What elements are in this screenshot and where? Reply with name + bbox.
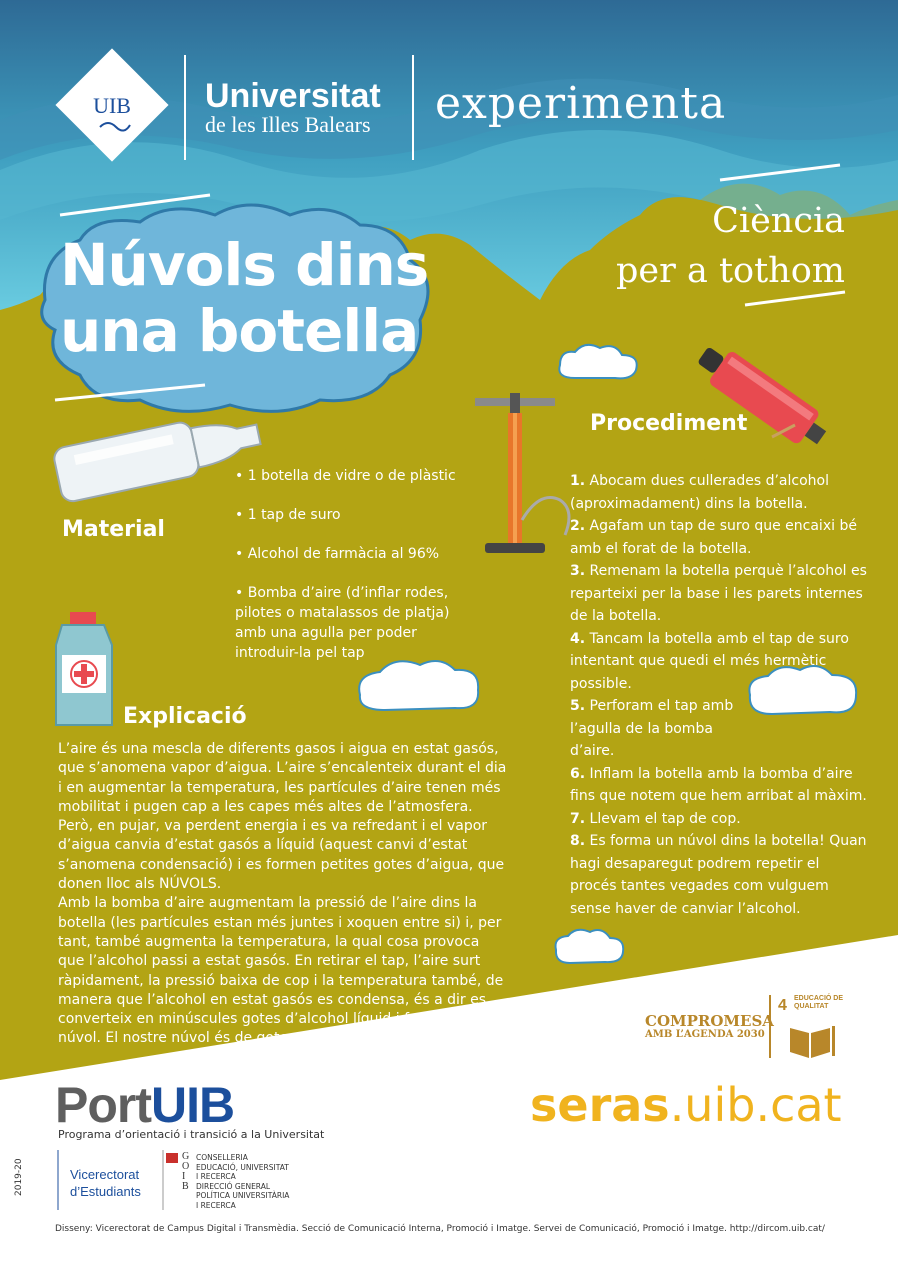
step-item: 1. Abocam dues cullerades d’alcohol (aproximadament) dins la botella. (570, 473, 829, 512)
portuib-subtitle: Programa d’orientació i transició a la Universitat (58, 1128, 325, 1141)
seras-bold: seras (530, 1078, 670, 1132)
vice-line1: Vicerectorat (70, 1167, 140, 1182)
step-item: 4. Tancam la botella amb el tap de suro intentant que quedi el més hermètic possible. (570, 630, 849, 692)
material-item: • 1 botella de vidre o de plàstic (235, 468, 456, 484)
tagline-line2: per a tothom (616, 251, 845, 291)
alcohol-bottle-illustration (56, 612, 112, 725)
material-item: • 1 tap de suro (235, 507, 341, 523)
vicerectorat (70, 1166, 141, 1200)
explicacio-heading: Explicació (123, 704, 247, 729)
step-item: 2. Agafam un tap de suro que encaixi bé amb el forat de la botella. (570, 518, 857, 557)
explicacio-text (58, 740, 508, 1049)
tagline-line1: Ciència (712, 201, 845, 241)
step-item: 7. Llevam el tap de cop. (570, 810, 741, 827)
portuib-port: Port (55, 1077, 151, 1133)
goib-letters: G O I B (182, 1151, 190, 1192)
sdg-label: EDUCACIÓ DE QUALITAT (794, 995, 844, 1010)
tagline (600, 196, 845, 296)
step-item: 5. Perforam el tap amb l’agulla de la bomba d’aire. (570, 698, 734, 759)
portuib-logo (55, 1078, 234, 1132)
sdg-number: 4 (778, 997, 787, 1014)
step-item: 3. Remenam la botella perquè l’alcohol es reparteixi per la base i les parets internes de la botella. (570, 563, 867, 624)
university-subtitle: de les Illes Balears (205, 112, 371, 137)
agenda-line2: AMB L’AGENDA 2030 (645, 1029, 765, 1040)
explicacio-para1: L’aire és una mescla de diferents gasos i aigua en estat gasós, que s’anomena vapor d’aigua. L’aire s’encalenteix durant el dia i en augmentar la temperatura, les partícules d’aire tenen més mobilitat i pugen cap a les capes més altes de l’atmosfera. Però, en pujar, va perdent energia i es va refredant i el vapor d’aigua canvia d’estat gasós a líquid (aquest canvi d’estat s’anomena condensació) i es formen petites gotes d’aigua, que donen lloc als NÚVOLS. (58, 741, 507, 893)
portuib-uib: UIB (151, 1077, 235, 1133)
page-title (60, 232, 428, 364)
goib-text: CONSELLERIA EDUCACIÓ, UNIVERSITAT I RECERCA DIRECCIÓ GENERAL POLÍTICA UNIVERSITÀRIA I RECERCA (196, 1153, 290, 1210)
explicacio-para2: Amb la bomba d’aire augmentam la pressió de l’aire dins la botella (les partícules estan més juntes i xoquen entre si) i, per tant, també augmenta la temperatura, la qual cosa provoca que l’alcohol passi a estat gasós. En retirar el tap, l’aire surt ràpidament, la pressió baixa de cop i la temperatura també, de manera que l’alcohol en estat gasós es condensa, és a dir es converteix en minúscules gotes d’alcohol líquid i forma el núvol. El nostre núvol és de gotes d’alcohol líquid!! (58, 895, 504, 1047)
program-name: experimenta (435, 78, 727, 129)
svg-text:UIB: UIB (93, 93, 131, 118)
seras-link[interactable] (530, 1078, 842, 1132)
title-line1: Núvols dins (60, 231, 429, 299)
year-label: 2019-20 (14, 1158, 24, 1196)
university-title: Universitat (205, 77, 381, 115)
step-item: 6. Inflam la botella amb la bomba d’aire fins que notem que hem arribat al màxim. (570, 765, 867, 804)
material-item: • Alcohol de farmàcia al 96% (235, 546, 440, 562)
step-item: 8. Es forma un núvol dins la botella! Quan hagi desaparegut podrem repetir el procés tantes vegades com vulguem sense haver de canviar l’alcohol. (570, 833, 867, 917)
procediment-steps (570, 470, 870, 920)
material-heading: Material (62, 517, 165, 542)
procediment-heading: Procediment (590, 411, 748, 436)
vice-line2: d’Estudiants (70, 1184, 141, 1199)
agenda-line1: COMPROMESA (645, 1012, 774, 1030)
design-credits: Disseny: Vicerectorat de Campus Digital i Transmèdia. Secció de Comunicació Interna, Promoció i Imatge. Servei de Comunicació, Promoció i Imatge. http://dircom.uib.cat/ (55, 1224, 825, 1234)
material-item: • Bomba d’aire (d’inflar rodes, pilotes o matalassos de platja) amb una agulla per poder introduir-la pel tap (235, 585, 450, 661)
seras-domain: .uib.cat (669, 1078, 842, 1132)
title-line2: una botella (60, 297, 419, 365)
material-list (235, 466, 475, 682)
